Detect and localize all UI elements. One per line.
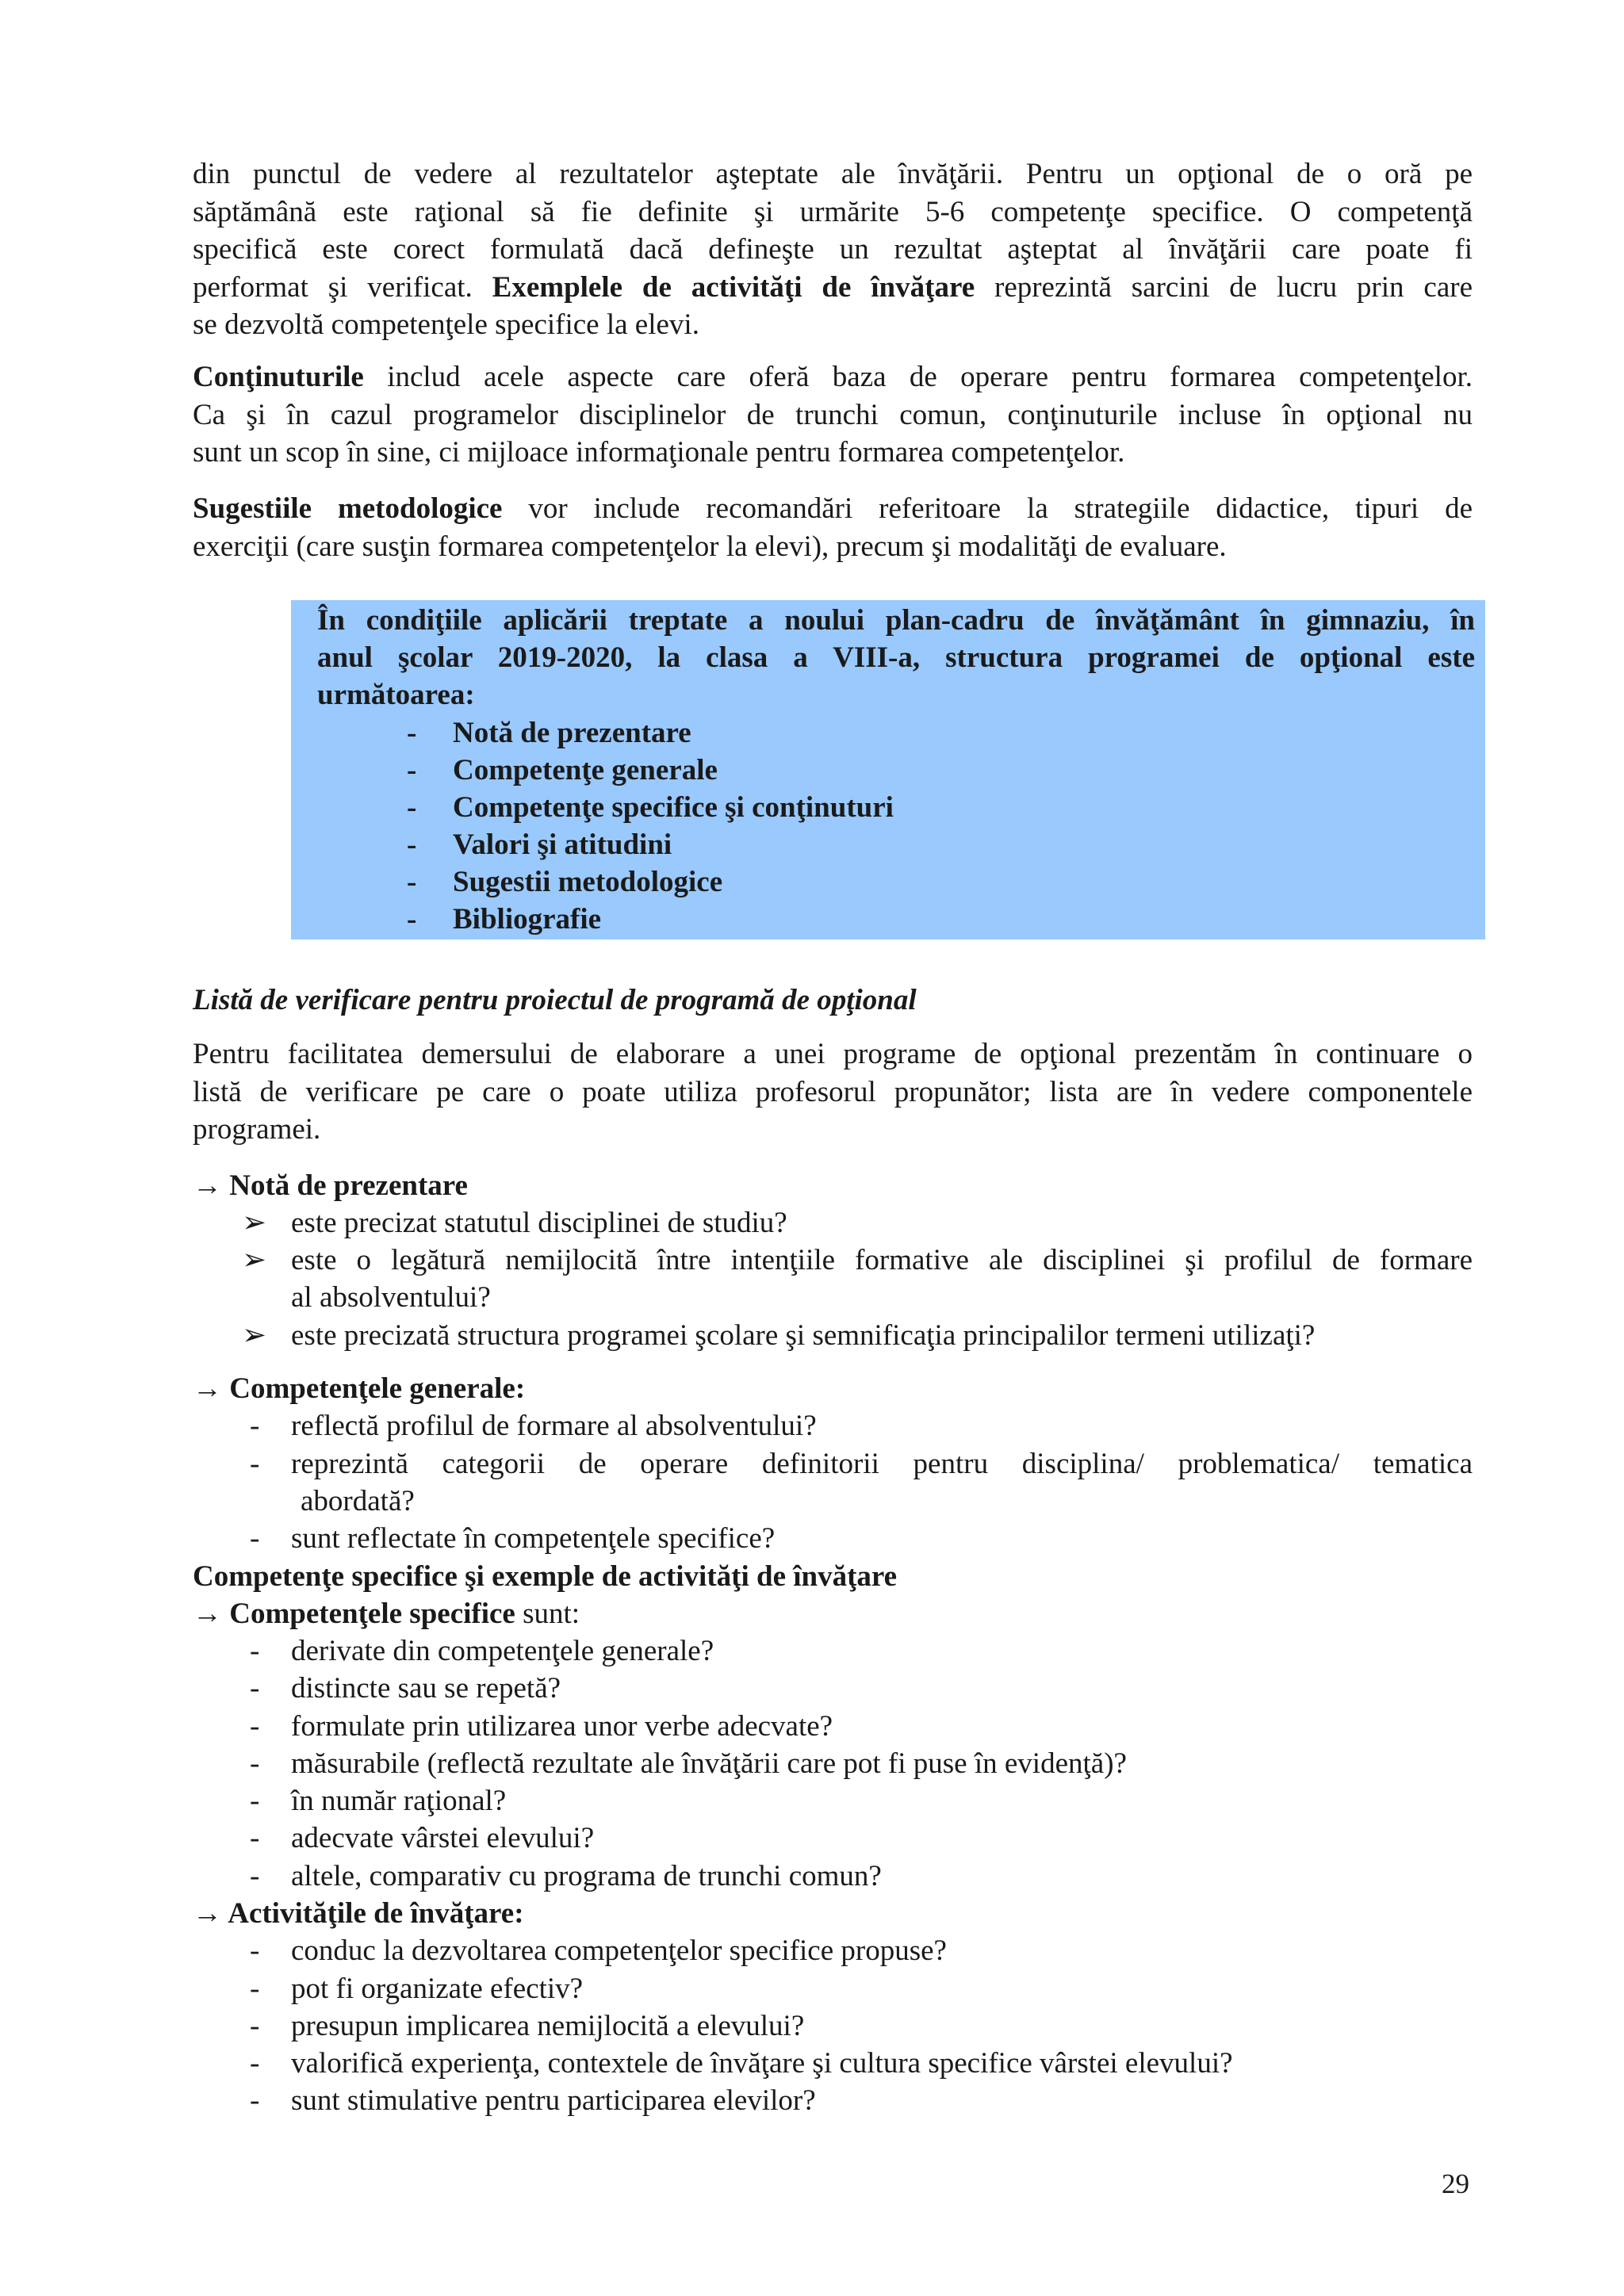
dash-marker: - <box>250 2047 260 2080</box>
specifice-heading: → Competenţele specifice sunt: <box>193 1598 580 1630</box>
dash-marker: - <box>250 2084 260 2117</box>
arrow-icon: → <box>193 1598 222 1630</box>
arrow-icon: → <box>193 1897 222 1930</box>
sugestii-paragraph <box>193 490 1473 565</box>
dash-marker: - <box>250 2010 260 2042</box>
box-item-dash: - <box>407 866 417 898</box>
intro-line-4: performat şi verificat. Exemplele de activităţi de învăţare reprezintă sarcini de lucru prin care <box>193 270 1473 304</box>
intro-paragraph <box>193 155 1473 344</box>
box-item-2: Competenţe generale <box>453 754 718 786</box>
specifice-item-5: în număr raţional? <box>291 1785 507 1817</box>
arrow-icon: → <box>193 1169 222 1202</box>
activitati-item-4: valorifică experienţa, contextele de învăţare şi cultura specifice vârstei elevului? <box>291 2047 1233 2080</box>
intro-line-2: săptămână este raţional să fie definite şi urmărite 5-6 competenţe specifice. O competenţă <box>193 195 1473 228</box>
dash-marker: - <box>250 1747 260 1780</box>
dash-marker: - <box>250 1522 260 1555</box>
nota-question-2-line-2: al absolventului? <box>291 1281 491 1314</box>
checklist-heading: Listă de verificare pentru proiectul de programă de opţional <box>193 984 917 1016</box>
dash-marker: - <box>250 1635 260 1667</box>
highlighted-structure-box <box>291 600 1485 939</box>
generale-question-2-line-1: reprezintă categorii de operare definitorii pentru disciplina/ problematica/ tematica <box>291 1448 1473 1480</box>
dash-marker: - <box>250 1934 260 1967</box>
arrow-icon: → <box>193 1372 222 1405</box>
box-item-dash: - <box>407 717 417 749</box>
dash-marker: - <box>250 1860 260 1892</box>
box-line-3: următoarea: <box>317 679 475 711</box>
box-item-dash: - <box>407 903 417 936</box>
specifice-item-2: distincte sau se repetă? <box>291 1672 561 1705</box>
page-number: 29 <box>1442 2168 1469 2199</box>
dash-marker: - <box>250 1710 260 1743</box>
nota-question-3: este precizată structura programei şcolare şi semnificaţia principalilor termeni utilizaţi? <box>291 1319 1316 1352</box>
box-item-4: Valori şi atitudini <box>453 828 672 861</box>
intro-line-3: specifică este corect formulată dacă defineşte un rezultat aşteptat al învăţării care poate fi <box>193 233 1473 266</box>
dash-marker: - <box>250 1973 260 2005</box>
activitati-item-3: presupun implicarea nemijlocită a elevului? <box>291 2010 805 2042</box>
chevron-icon: ➢ <box>242 1244 267 1276</box>
box-item-dash: - <box>407 791 417 824</box>
dash-marker: - <box>250 1822 260 1854</box>
generale-question-2-line-2: abordată? <box>301 1485 415 1517</box>
checklist-intro-line-2: listă de verificare pe care o poate utiliza profesorul propunător; lista are în vedere componentele <box>193 1075 1473 1108</box>
bold-term-sugestii: Sugestiile metodologice <box>193 492 503 525</box>
continuturi-line-1: Conţinuturile includ acele aspecte care oferă baza de operare pentru formarea competenţelor. <box>193 361 1473 393</box>
box-item-3: Competenţe specifice şi conţinuturi <box>453 791 894 824</box>
specifice-item-1: derivate din competenţele generale? <box>291 1635 714 1667</box>
box-item-5: Sugestii metodologice <box>453 866 723 898</box>
specifice-section-heading: Competenţe specifice şi exemple de activităţi de învăţare <box>193 1560 898 1593</box>
continuturi-line-3: sunt un scop în sine, ci mijloace informaţionale pentru formarea competenţelor. <box>193 436 1125 469</box>
nota-question-2-line-1: este o legătură nemijlocită între intenţiile formative ale disciplinei şi profilul de formare <box>291 1244 1473 1276</box>
activitati-item-5: sunt stimulative pentru participarea elevilor? <box>291 2084 816 2117</box>
chevron-icon: ➢ <box>242 1319 267 1352</box>
generale-question-3: sunt reflectate în competenţele specifice? <box>291 1522 776 1555</box>
box-item-dash: - <box>407 828 417 861</box>
chevron-icon: ➢ <box>242 1207 267 1239</box>
specifice-item-4: măsurabile (reflectă rezultate ale învăţării care pot fi puse în evidenţă)? <box>291 1747 1127 1780</box>
specifice-item-7: altele, comparativ cu programa de trunchi comun? <box>291 1860 882 1892</box>
intro-line-1: din punctul de vedere al rezultatelor aşteptate ale învăţării. Pentru un opţional de o oră pe <box>193 158 1473 190</box>
intro-line-5: se dezvoltă competenţele specifice la elevi. <box>193 308 699 341</box>
box-item-dash: - <box>407 754 417 786</box>
continuturi-line-2: Ca şi în cazul programelor disciplinelor de trunchi comun, conţinuturile incluse în opţional nu <box>193 398 1473 431</box>
activitati-item-2: pot fi organizate efectiv? <box>291 1973 584 2005</box>
box-line-2: anul şcolar 2019-2020, la clasa a VIII-a, structura programei de opţional este <box>317 641 1475 674</box>
nota-question-1: este precizat statutul disciplinei de studiu? <box>291 1207 787 1239</box>
specifice-item-3: formulate prin utilizarea unor verbe adecvate? <box>291 1710 833 1743</box>
box-item-1: Notă de prezentare <box>453 717 691 749</box>
generale-heading: → Competenţele generale: <box>193 1372 526 1405</box>
dash-marker: - <box>250 1448 260 1480</box>
dash-marker: - <box>250 1785 260 1817</box>
box-line-1: În condiţiile aplicării treptate a noului plan-cadru de învăţământ în gimnaziu, în <box>317 604 1475 637</box>
generale-question-1: reflectă profilul de formare al absolventului? <box>291 1410 817 1442</box>
bold-term-exemple: Exemplele de activităţi de învăţare <box>492 270 975 304</box>
sugestii-line-1: Sugestiile metodologice vor include recomandări referitoare la strategiile didactice, tipuri de <box>193 492 1473 525</box>
nota-heading: → Notă de prezentare <box>193 1169 468 1202</box>
specifice-item-6: adecvate vârstei elevului? <box>291 1822 595 1854</box>
dash-marker: - <box>250 1410 260 1442</box>
sugestii-line-2: exerciţii (care susţin formarea competenţelor la elevi), precum şi modalităţi de evaluare. <box>193 530 1227 563</box>
activitati-heading: → Activităţile de învăţare: <box>193 1897 524 1930</box>
activitati-item-1: conduc la dezvoltarea competenţelor specifice propuse? <box>291 1934 947 1967</box>
checklist-intro-paragraph <box>193 1035 1473 1149</box>
dash-marker: - <box>250 1672 260 1705</box>
continuturi-paragraph <box>193 358 1473 472</box>
checklist-intro-line-1: Pentru facilitatea demersului de elaborare a unei programe de opţional prezentăm în continuare o <box>193 1038 1473 1070</box>
box-item-6: Bibliografie <box>453 903 602 936</box>
checklist-intro-line-3: programei. <box>193 1113 321 1146</box>
bold-term-continuturi: Conţinuturile <box>193 361 364 393</box>
